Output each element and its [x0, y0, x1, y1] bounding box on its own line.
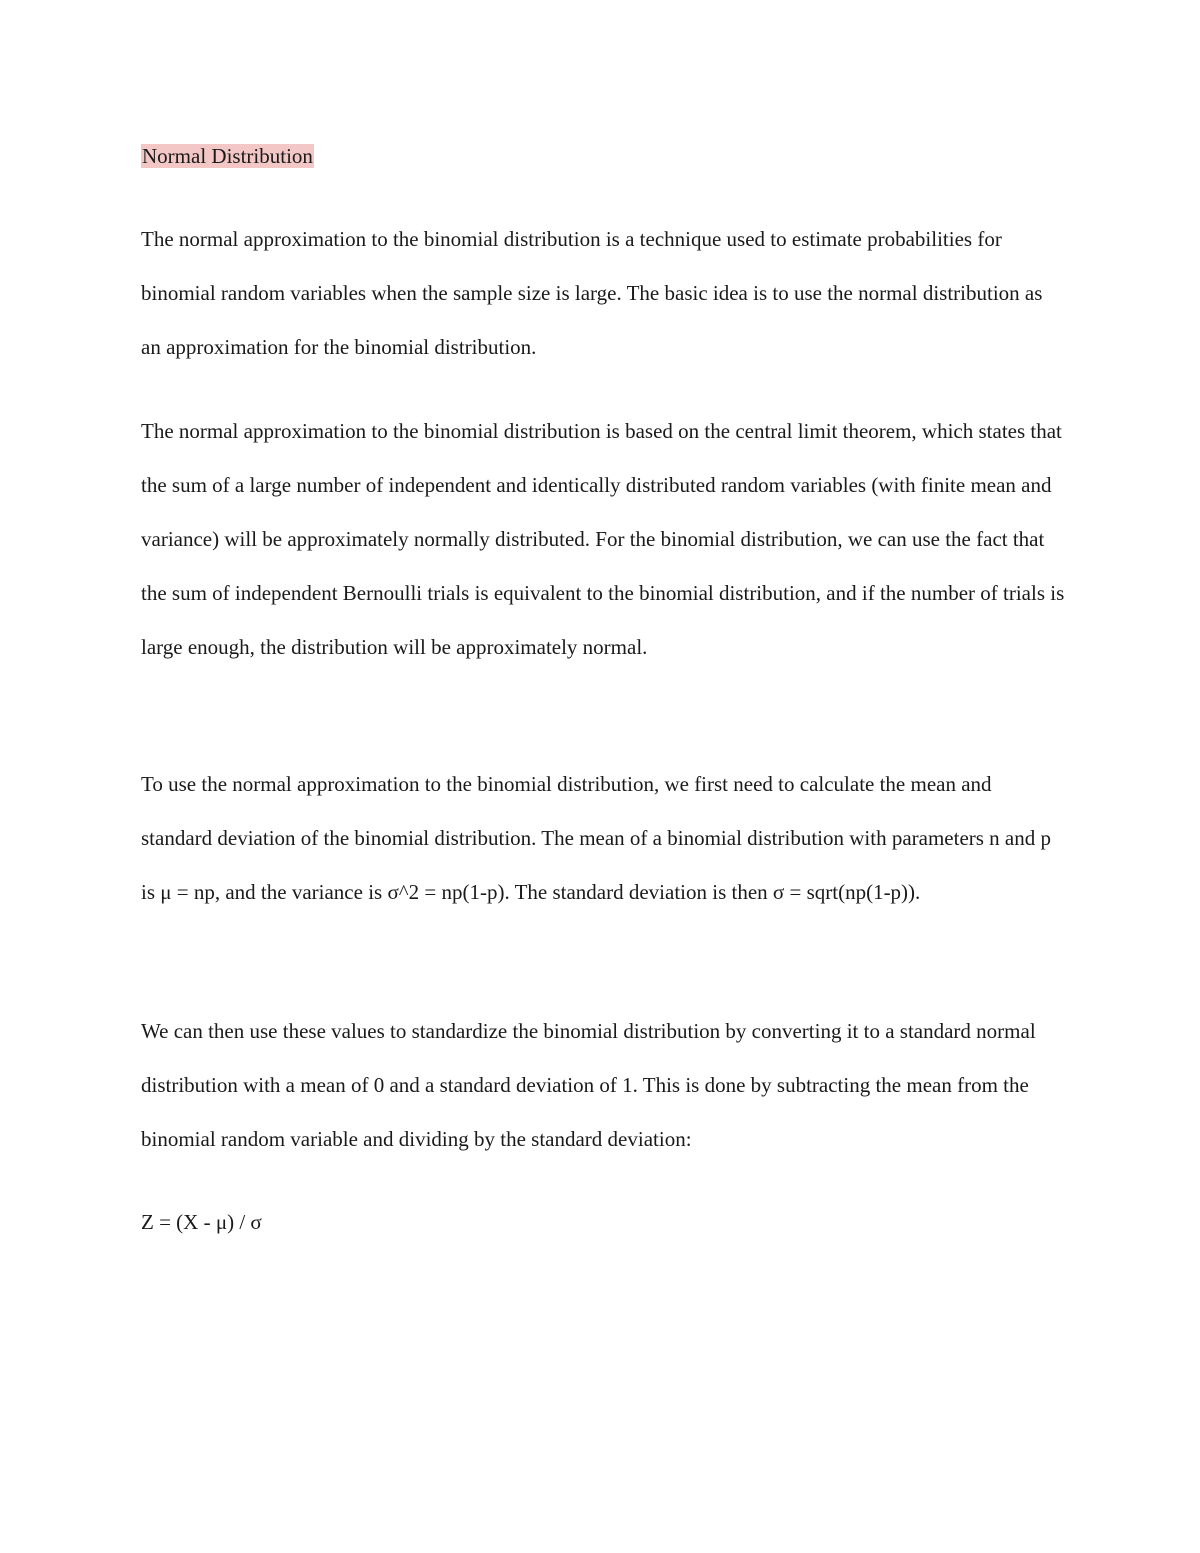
paragraph-2: The normal approximation to the binomial distribution is based on the central limit theorem, which states that the sum of a large number of independent and identically distributed random variables (with finite mean and variance) will be approximately normally distributed. For the binomial distribution, we can use the fact that the sum of independent Bernoulli trials is equivalent to the binomial distribution, and if the number of trials is large enough, the distribution will be approximately normal. — [141, 419, 1065, 659]
paragraph-3: To use the normal approximation to the binomial distribution, we first need to calculate the mean and standard deviation of the binomial distribution. The mean of a binomial distribution with parameters n and p is μ = np, and the variance is σ^2 = np(1-p). The standard deviation is then σ = sqrt(np(1-p)). — [141, 772, 1052, 904]
document-heading — [141, 141, 1066, 171]
paragraph-4: We can then use these values to standardize the binomial distribution by converting it to a standard normal distribution with a mean of 0 and a standard deviation of 1. This is done by subtracting the mean from the binomial random variable and dividing by the standard deviation: — [141, 1019, 1036, 1151]
paragraph-1: The normal approximation to the binomial distribution is a technique used to estimate probabilities for binomial random variables when the sample size is large. The basic idea is to use the normal distribution as an approximation for the binomial distribution. — [141, 227, 1043, 359]
heading-highlight: Normal Distribution — [142, 144, 313, 168]
z-score-formula: Z = (X - μ) / σ — [141, 1210, 262, 1234]
